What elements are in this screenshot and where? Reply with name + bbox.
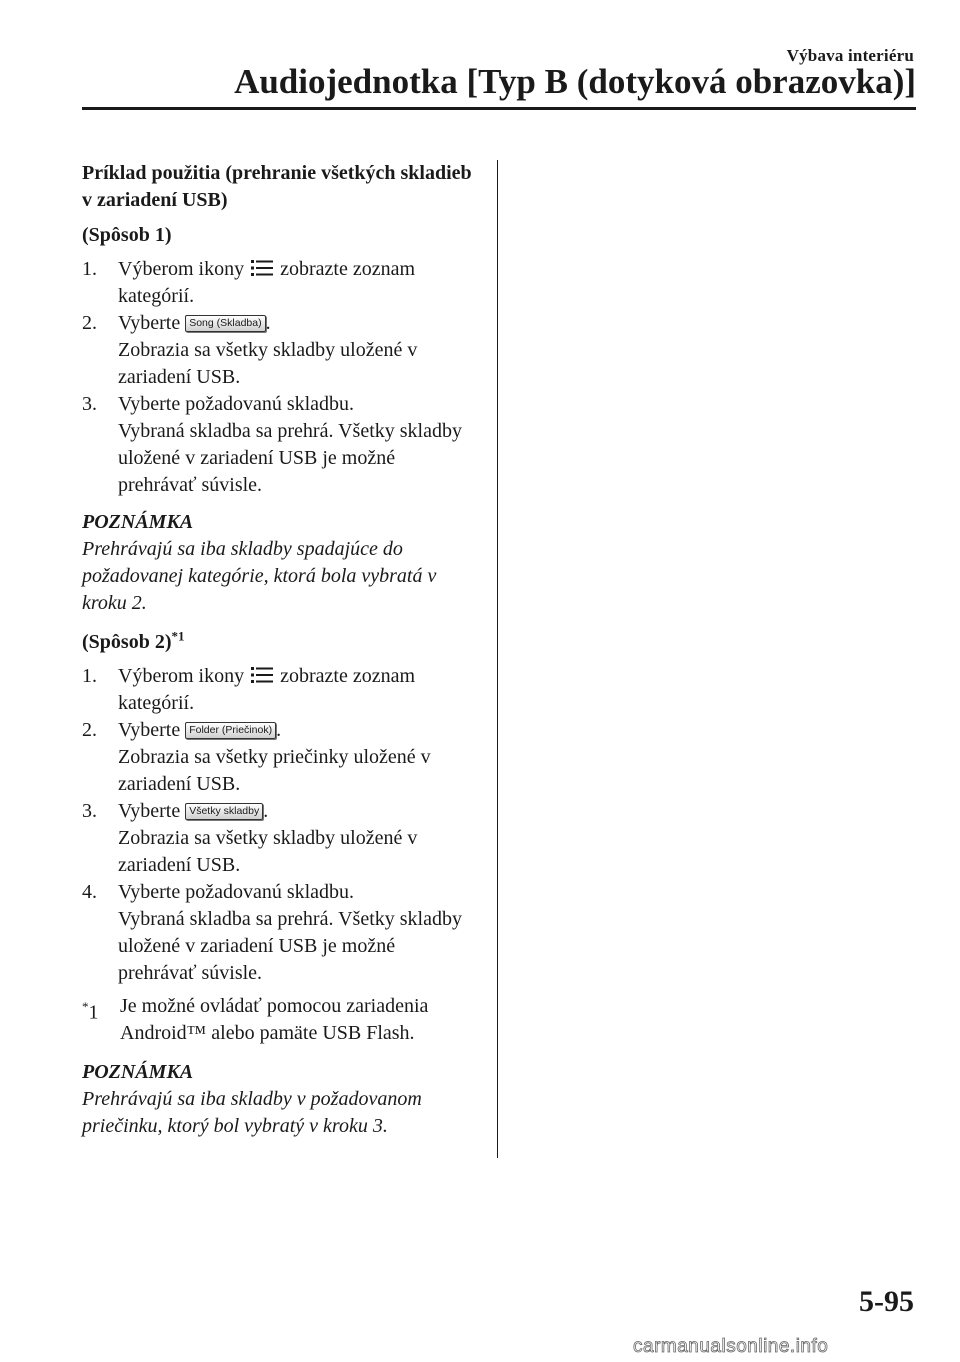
note-title: POZNÁMKA <box>82 1061 194 1083</box>
list-item <box>82 310 472 391</box>
step-number: 3. <box>82 800 97 822</box>
footnote-mark: *1 <box>82 999 99 1024</box>
step-text: Vyberte požadovanú skladbu. <box>118 393 355 415</box>
folder-key: Folder (Priečinok) <box>185 722 276 739</box>
list-item <box>82 879 472 987</box>
step-text: Vyberte <box>118 719 181 741</box>
step-text: zobrazte zoznam kategórií. <box>118 258 416 307</box>
step-text: . <box>265 312 271 334</box>
method1-title: (Spôsob 1) <box>82 224 172 246</box>
step-text: Vyberte <box>118 312 181 334</box>
step-text: . <box>276 719 282 741</box>
list-item <box>82 717 472 798</box>
step-text: Výberom ikony <box>118 665 245 687</box>
step-result: Vybraná skladba sa prehrá. Všetky skladby uložené v zariadení USB je možné prehrávať súvisle. <box>118 908 462 984</box>
note-title: POZNÁMKA <box>82 511 194 533</box>
page-number: 5-95 <box>859 1285 914 1318</box>
list-item <box>82 391 472 499</box>
step-result: Zobrazia sa všetky skladby uložené v zariadení USB. <box>118 827 418 876</box>
watermark: carmanualsonline.info <box>633 1336 829 1357</box>
section-label: Výbava interiéru <box>786 46 914 65</box>
footnote-text: Je možné ovládať pomocou zariadenia Android™ alebo pamäte USB Flash. <box>120 995 429 1044</box>
column-divider <box>497 160 498 1158</box>
all-songs-key: Všetky skladby <box>185 803 263 820</box>
step-number: 4. <box>82 881 97 903</box>
footnote-ref: *1 <box>171 628 185 644</box>
step-result: Zobrazia sa všetky priečinky uložené v zariadení USB. <box>118 746 431 795</box>
list-item <box>82 798 472 879</box>
list-icon <box>251 259 273 277</box>
song-key: Song (Skladba) <box>185 315 265 332</box>
step-number: 1. <box>82 258 97 280</box>
method2-steps <box>82 663 472 987</box>
example-heading: Príklad použitia (prehranie všetkých skladieb v zariadení USB) <box>82 162 472 211</box>
page-title: Audiojednotka [Typ B (dotyková obrazovka)] <box>234 62 916 101</box>
step-text: Výberom ikony <box>118 258 245 280</box>
step-text: zobrazte zoznam kategórií. <box>118 665 416 714</box>
step-result: Vybraná skladba sa prehrá. Všetky skladby uložené v zariadení USB je možné prehrávať súvisle. <box>118 420 462 496</box>
note-text: Prehrávajú sa iba skladby v požadovanom priečinku, ktorý bol vybratý v kroku 3. <box>82 1088 422 1137</box>
step-number: 2. <box>82 719 97 741</box>
method2-title: (Spôsob 2)$^{*1}$ <box>82 628 185 653</box>
step-text: . <box>263 800 269 822</box>
step-number: 2. <box>82 312 97 334</box>
header-rule <box>82 107 916 110</box>
footnote <box>82 993 472 1047</box>
step-number: 1. <box>82 665 97 687</box>
list-item <box>82 663 472 717</box>
list-item <box>82 256 472 310</box>
step-text: Vyberte požadovanú skladbu. <box>118 881 355 903</box>
step-number: 3. <box>82 393 97 415</box>
method1-steps <box>82 256 472 499</box>
step-result: Zobrazia sa všetky skladby uložené v zariadení USB. <box>118 339 418 388</box>
step-text: Vyberte <box>118 800 181 822</box>
list-icon <box>251 666 273 684</box>
note-text: Prehrávajú sa iba skladby spadajúce do požadovanej kategórie, ktorá bola vybratá v kroku 2. <box>82 538 437 614</box>
main-column <box>82 160 472 1152</box>
